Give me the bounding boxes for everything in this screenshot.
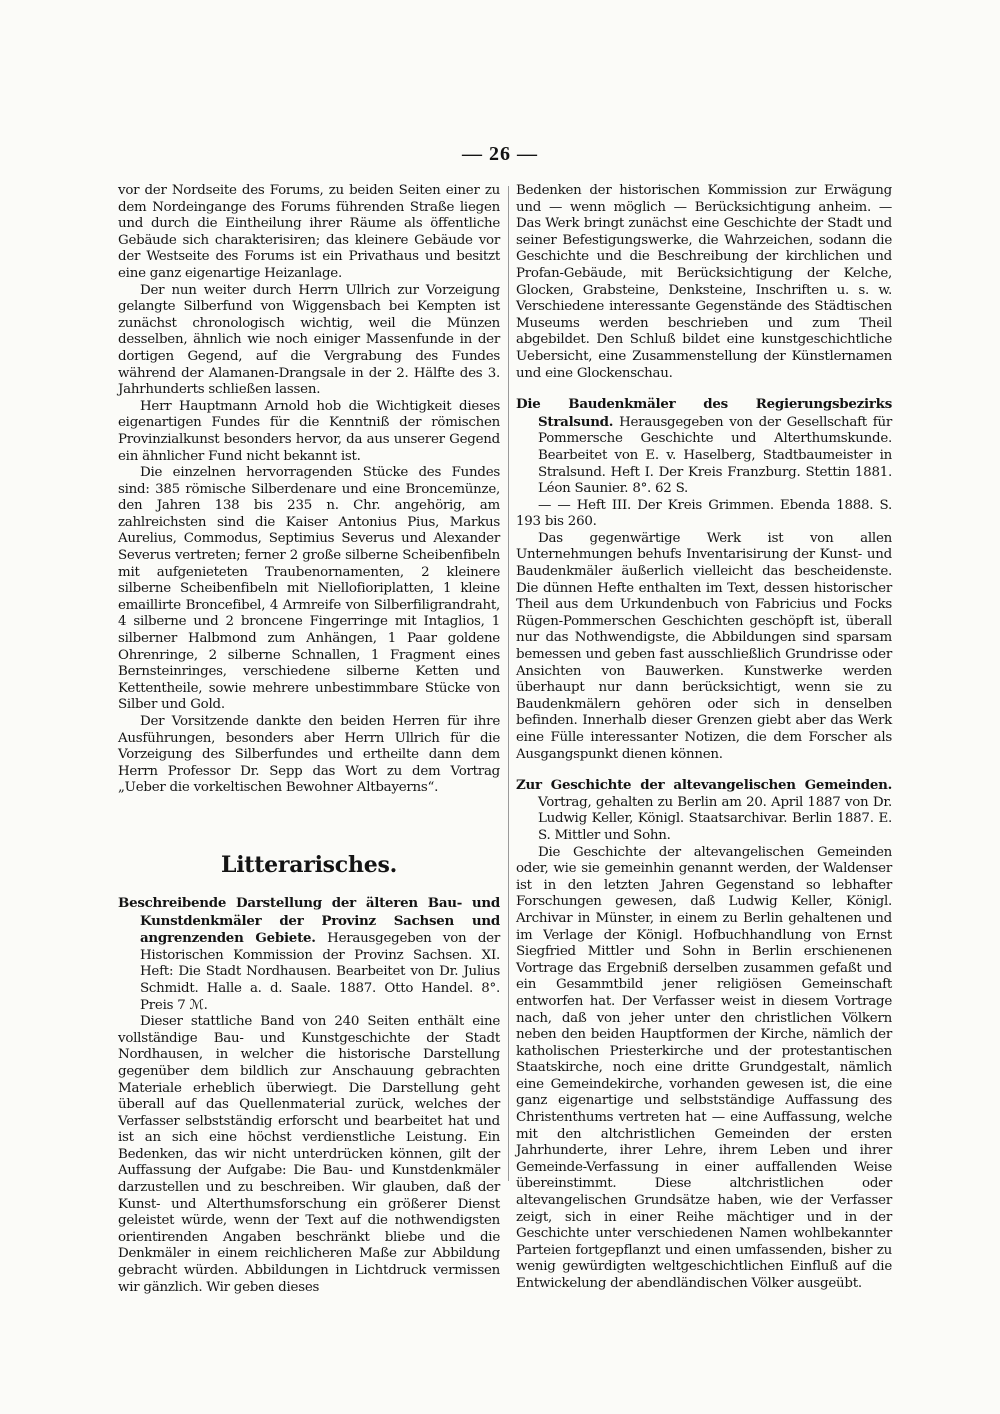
paragraph: vor der Nordseite des Forums, zu beiden Seiten einer zu dem Nordeingange des Forums führenden Straße liegen und durch die Eintheilung ihrer Räume als öffentliche Gebäude sich charakterisiren; das kleinere Gebäude vor der Westseite des Forums ist ein Privathaus und besitzt eine ganz eigenartige Heizanlage. <box>118 183 500 281</box>
right-column <box>516 183 892 1293</box>
review-bibliography: Herausgegeben von der Historischen Kommission der Provinz Sachsen. XI. Heft: Die Stadt Nordhausen. Bearbeitet von Dr. Julius Schmidt. Halle a. d. Saale. 1887. Otto Handel. 8°. Preis 7 ℳ. <box>140 931 500 1013</box>
review-entry <box>516 777 892 844</box>
paragraph: Die einzelnen hervorragenden Stücke des Fundes sind: 385 römische Silberdenare und eine Broncemünze, den Jahren 138 bis 235 n. Chr. angehörig, am zahlreichsten sind die Kaiser Antonius Pius, Markus Aurelius, Commodus, Septimius Severus und Alexander Severus vertreten; ferner 2 große silberne Scheibenfibeln mit aufgenieteten Traubenornamenten, 2 kleinere silberne Scheibenfibeln mit Niellofioriplatten, 1 kleine emaillirte Broncefibel, 4 Armreife von Silberfiligrandraht, 4 silberne und 2 broncene Fingerringe mit Intaglios, 1 silberner Halbmond zum Anhängen, 1 Paar goldene Ohrenringe, 2 silberne Schnallen, 1 Fragment eines Bernsteinringes, verschiedene silberne Ketten und Kettentheile, sowie mehrere unbestimmbare Stücke von Silber und Gold. <box>118 465 500 713</box>
page-number: — 26 — <box>462 143 538 165</box>
column-divider <box>508 186 509 1181</box>
section-heading: Litterarisches. <box>220 851 397 878</box>
review-title: Zur Geschichte der altevangelischen Gemeinden. <box>516 777 892 794</box>
review-body: Die Geschichte der altevangelischen Gemeinden oder, wie sie gemeinhin genannt werden, der Waldenser ist in den letzten Jahren Gegenstand so lebhafter Forschungen gewesen, daß Ludwig Keller, Königl. Archivar in Münster, in einem zu Berlin gehaltenen und im Verlage der Königl. Hofbuchhandlung von Ernst Siegfried Mittler und Sohn in Berlin erschienenen Vortrage das Ergebniß derselben zusammen gefaßt und ein Gesammtbild jener religiösen Gemeinschaft entworfen hat. Der Verfasser weist in diesem Vortrage nach, daß von jeher unter den christlichen Völkern neben den beiden Hauptformen der Kirche, nämlich der katholischen Priesterkirche und der protestantischen Staatskirche, noch eine dritte Grundgestalt, nämlich eine Gemeindekirche, vorhanden gewesen ist, die eine ganz eigenartige und selbstständige Auffassung des Christenthums vertreten hat — eine Auffassung, welche mit den altchristlichen Gemeinden der ersten Jahrhunderte, ihrer Lehre, ihrem Leben und ihrer Gemeinde-Verfassung in einer auffallenden Weise übereinstimmt. Diese altchristlichen oder altevangelischen Grundsätze haben, wie der Verfasser zeigt, sich in einer Reihe mächtiger und in der Geschichte unter verschiedenen Namen wohlbekannter Parteien fortgepflanzt und einen umfassenden, bisher zu wenig gewürdigten weltgeschichtlichen Einfluß auf die Entwickelung der abendländischen Völker ausgeübt. <box>516 844 892 1291</box>
review-body: Dieser stattliche Band von 240 Seiten enthält eine vollständige Bau- und Kunstgeschichte der Stadt Nordhausen, in welcher die historische Darstellung gegenüber dem bildlich zur Anschauung gebrachten Materiale erheblich überwiegt. Die Darstellung geht überall auf das Quellenmaterial zurück, welches der Verfasser selbstständig erforscht und bearbeitet hat und ist an sich eine höchst verdienstliche Leistung. Ein Bedenken, das wir nicht unterdrücken können, gilt der Auffassung der Aufgabe: Die Bau- und Kunstdenkmäler darzustellen und zu beschreiben. Wir glauben, daß der Kunst- und Alterthumsforschung ein größerer Dienst geleistet würde, wenn der Text auf die nothwendigsten orientirenden Angaben beschränkt bliebe und die Denkmäler in einem reichlicheren Maße zur Abbildung gebracht würden. Abbildungen in Lichtdruck vermissen wir gänzlich. Wir geben dieses <box>118 1014 500 1295</box>
paragraph: Der Vorsitzende dankte den beiden Herren für ihre Ausführungen, besonders aber Herrn Ullrich für die Vorzeigung des Silberfundes und ertheilte dann dem Herrn Professor Dr. Sepp das Wort zu dem Vortrag „Ueber die vorkeltischen Bewohner Altbayerns“. <box>118 714 500 796</box>
review-title: Beschreibende Darstellung der älteren Bau- und Kunstdenkmäler der Provinz Sachsen und angrenzenden Gebiete. <box>118 894 500 947</box>
review-body: Das gegenwärtige Werk ist von allen Unternehmungen behufs Inventarisirung der Kunst- und Baudenkmäler äußerlich vielleicht das bescheidenste. Die dünnen Hefte enthalten im Text, dessen historischer Theil aus dem Urkundenbuch von Fabricius und Focks Rügen-Pommerschen Geschichten geschöpft ist, überall nur das Nothwendigste, die Abbildungen sind sparsam bemessen und geben fast ausschließlich Grundrisse oder Ansichten von Bauwerken. Kunstwerke werden überhaupt nur dann berücksichtigt, wenn sie zu Baudenkmälern gehören oder sich in denselben befinden. Innerhalb dieser Grenzen giebt aber das Werk eine Fülle interessanter Notizen, die dem Forscher als Ausgangspunkt dienen können. <box>516 530 892 762</box>
review-entry <box>118 895 500 1014</box>
review-bibliography-continued: — — Heft III. Der Kreis Grimmen. Ebenda 1888. S. 193 bis 260. <box>516 497 892 530</box>
review-entry <box>516 396 892 498</box>
paragraph: Herr Hauptmann Arnold hob die Wichtigkeit dieses eigenartigen Fundes für die Kenntniß der römischen Provinzialkunst besonders hervor, da aus unserer Gegend ein ähnlicher Fund nicht bekannt ist. <box>118 398 500 464</box>
left-column <box>118 183 500 1296</box>
review-title: Die Baudenkmäler des Regierungsbezirks Stralsund. <box>516 396 892 430</box>
paragraph: Der nun weiter durch Herrn Ullrich zur Vorzeigung gelangte Silberfund von Wiggensbach bei Kempten ist zunächst chronologisch wichtig, weil die Münzen desselben, ähnlich wie noch einiger Massenfunde in der dortigen Gegend, auf die Vergrabung des Fundes während der Alamanen-Drangsale in der 2. Hälfte des 3. Jahrhunderts schließen lassen. <box>118 282 500 398</box>
review-bibliography: Vortrag, gehalten zu Berlin am 20. April 1887 von Dr. Ludwig Keller, Königl. Staatsarchivar. Berlin 1887. E. S. Mittler und Sohn. <box>538 794 892 843</box>
paragraph: Bedenken der historischen Kommission zur Erwägung und — wenn möglich — Berücksichtigung anheim. — Das Werk bringt zunächst eine Geschichte der Stadt und seiner Befestigungswerke, die Wahrzeichen, sodann die Geschichte und die Beschreibung der kirchlichen und Profan-Gebäude, mit Berücksichtigung der Kelche, Glocken, Grabsteine, Denksteine, Inschriften u. s. w. Verschiedene interessante Gegenstände des Städtischen Museums werden beschrieben und zum Theil abgebildet. Den Schluß bildet eine kunstgeschichtliche Uebersicht, eine Zusammenstellung der Künstlernamen und eine Glockenschau. <box>516 183 892 381</box>
review-bibliography: Herausgegeben von der Gesellschaft für Pommersche Geschichte und Alterthumskunde. Bearbeitet von E. v. Haselberg, Stadtbaumeister in Stralsund. Heft I. Der Kreis Franzburg. Stettin 1881. Léon Saunier. 8°. 62 S. <box>538 414 892 497</box>
